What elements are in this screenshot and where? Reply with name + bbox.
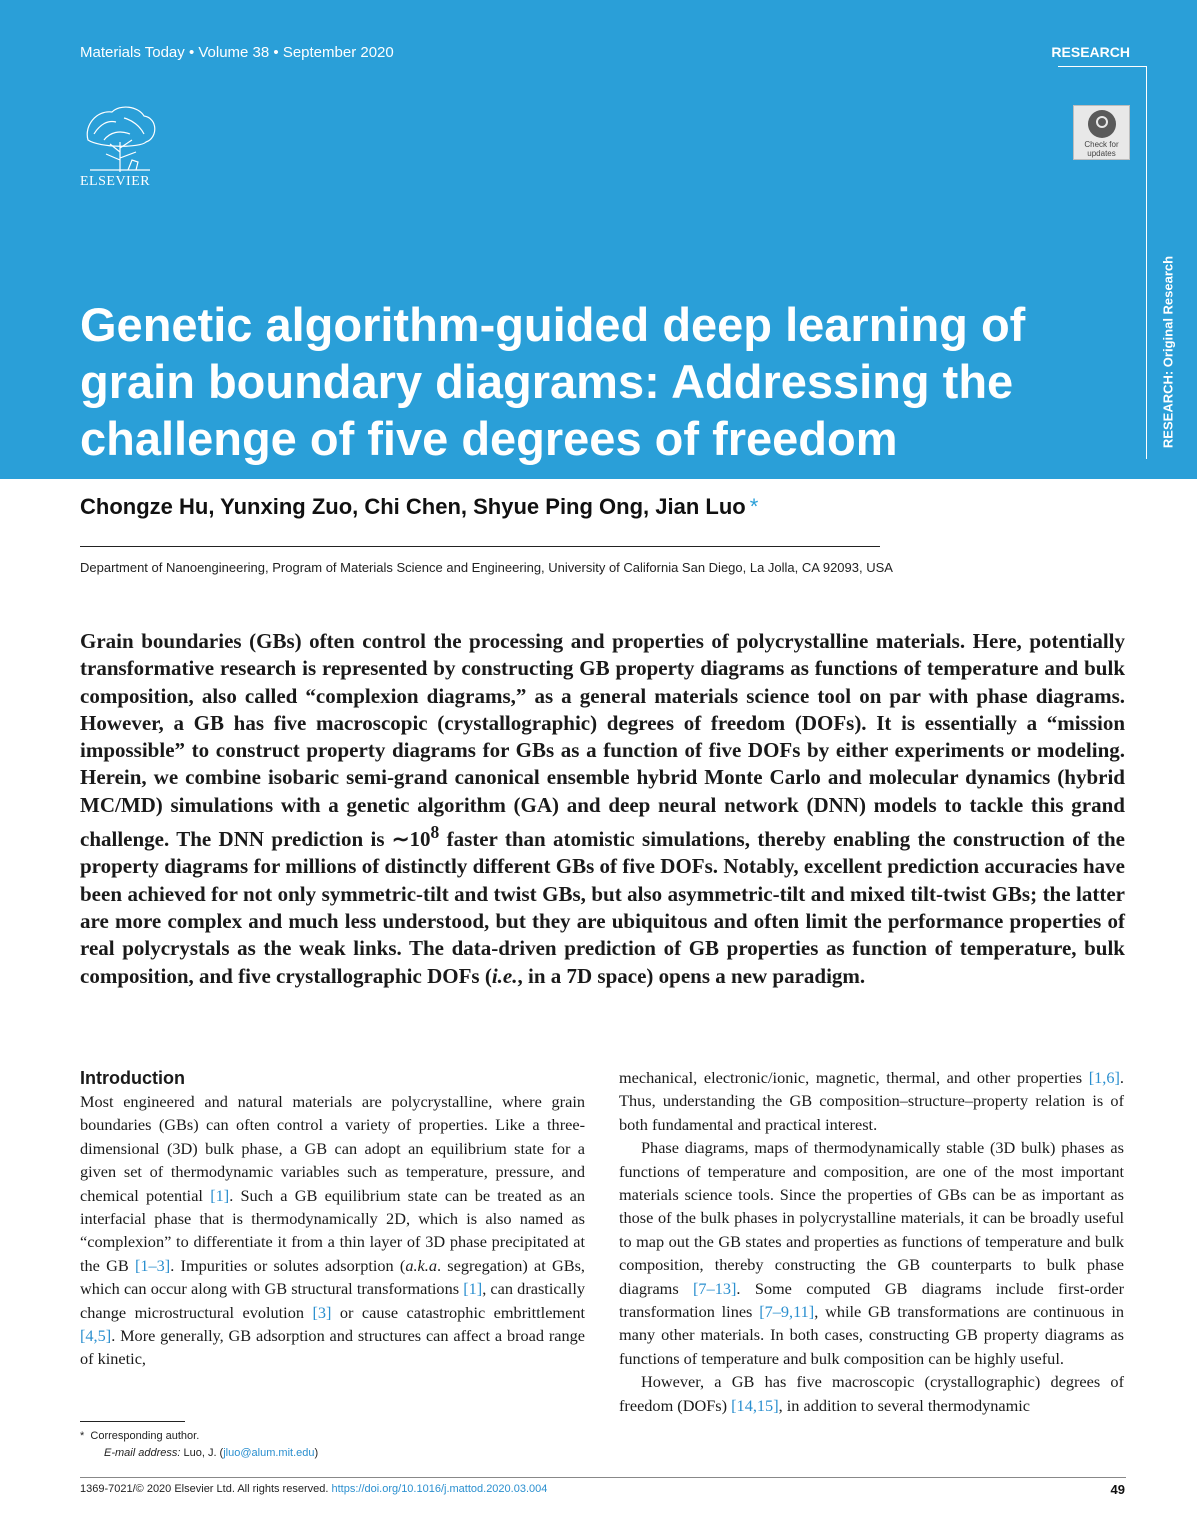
introduction-heading: Introduction <box>80 1068 185 1088</box>
check-updates-label: Check for updates <box>1084 140 1119 158</box>
frame-side-rule <box>1146 66 1147 459</box>
page-number: 49 <box>1110 1482 1125 1497</box>
side-section-label: RESEARCH: Original Research <box>1160 255 1176 449</box>
citation-link[interactable]: [1–3] <box>134 1255 171 1275</box>
author-list <box>80 494 758 520</box>
column-right <box>619 1066 1124 1417</box>
section-label: RESEARCH <box>1051 44 1130 60</box>
intro-paragraph-1: Most engineered and natural materials are polycrystalline, where grain boundaries (GBs) can often control a variety of properties. Like a three-dimensional (3D) bulk phase, a GB can adopt an equilibrium state for a given set of thermodynamic variables such as temperature, pressure, and chemical potential [1]. Such a GB equilibrium state can be treated as an interfacial phase that is thermodynamically 2D, which is also named as “complexion” to differentiate it from a thin layer of 3D phase precipitated at the GB [1–3]. Impurities or solutes adsorption (a.k.a. segregation) at GBs, which can occur along with GB structural transformations [1], can drastically change microstructural evolution [3] or cause catastrophic embrittlement [4,5]. More generally, GB adsorption and structures can affect a broad range of kinetic, <box>80 1092 585 1369</box>
citation-link[interactable]: [3] <box>312 1302 332 1322</box>
footnote <box>80 1428 580 1462</box>
footnote-divider <box>80 1421 185 1422</box>
corresponding-author-mark[interactable]: * <box>749 494 759 519</box>
citation-link[interactable]: [7–9,11] <box>759 1302 815 1322</box>
footer-divider <box>80 1477 1126 1478</box>
check-for-updates-badge[interactable] <box>1073 105 1130 160</box>
citation-link[interactable]: [4,5] <box>80 1326 112 1346</box>
corresponding-note: * Corresponding author. <box>80 1430 200 1442</box>
citation-link[interactable]: [7–13] <box>693 1278 737 1298</box>
citation-link[interactable]: [14,15] <box>731 1395 779 1415</box>
intro-paragraph-1-cont: mechanical, electronic/ionic, magnetic, thermal, and other properties [1,6]. Thus, understanding the GB composition–structure–property relation is of both fundamental and practical interest. <box>619 1068 1124 1134</box>
citation-link[interactable]: [1] <box>463 1279 483 1299</box>
update-check-icon <box>1088 110 1116 138</box>
copyright-line: 1369-7021/© 2020 Elsevier Ltd. All rights reserved. https://doi.org/10.1016/j.mattod.2020.03.004 <box>80 1483 548 1495</box>
elsevier-logo <box>80 104 162 190</box>
authors-text: Chongze Hu, Yunxing Zuo, Chi Chen, Shyue Ping Ong, Jian Luo <box>80 494 746 519</box>
citation-link[interactable]: [1,6] <box>1088 1068 1120 1087</box>
article-title: Genetic algorithm-guided deep learning of grain boundary diagrams: Addressing the challenge of five degrees of freedom <box>80 298 1026 465</box>
affiliation: Department of Nanoengineering, Program of Materials Science and Engineering, University of California San Diego, La Jolla, CA 92093, USA <box>80 560 893 575</box>
intro-paragraph-3: However, a GB has five macroscopic (crystallographic) degrees of freedom (DOFs) [14,15], in addition to several thermodynamic <box>619 1372 1124 1415</box>
journal-info: Materials Today • Volume 38 • September 2020 <box>80 44 394 61</box>
frame-top-rule <box>1058 66 1147 67</box>
affiliation-divider <box>80 546 880 547</box>
tree-icon <box>80 104 160 174</box>
citation-link[interactable]: [1] <box>210 1185 230 1205</box>
column-left <box>80 1066 585 1371</box>
doi-link[interactable]: https://doi.org/10.1016/j.mattod.2020.03.004 <box>331 1483 548 1495</box>
abstract-lead: Grain boundaries (GBs) often control the processing and properties of polycrystalline materials. Here, potentially transformative research is represented by constructing GB property diagrams as functions of temperature and bulk composition, also called “complexion diagrams,” as a general materials science tool on par with phase diagrams. However, a GB has five macroscopic (crystallographic) degrees of freedom (DOFs). It is essentially a “mission impossible” to construct property diagrams for GBs as a function of five DOFs by either experiments or modeling. Herein, we combine isobaric semi-grand canonical ensemble hybrid Monte Carlo and molecular dynamics (hybrid MC/MD) simulations with a genetic algorithm (GA) and deep neural network (DNN) models to tackle this grand challenge. The DNN prediction is $\sim 10^8$ faster than atomistic simulations, thereby enabling the construction of the property diagrams for millions of distinctly different GBs of five DOFs. Notably, excellent prediction accuracies have been achieved for not only symmetric-tilt and twist GBs, but also asymmetric-tilt and mixed tilt-twist GBs; the latter are more complex and much less understood, but they are ubiquitous and often limit the performance properties of real polycrystals as the weak links. The data-driven prediction of GB properties as function of temperature, bulk composition, and five crystallographic DOFs (i.e., in a 7D space) opens a new paradigm. <box>80 629 1125 988</box>
email-note: E-mail address: Luo, J. (jluo@alum.mit.edu) <box>104 1447 319 1459</box>
email-link[interactable]: jluo@alum.mit.edu <box>223 1447 315 1459</box>
abstract <box>80 628 1125 990</box>
intro-paragraph-2: Phase diagrams, maps of thermodynamically stable (3D bulk) phases as functions of temperature and composition, are one of the most important materials science tools. Since the properties of GBs can be as important as those of the bulk phases in polycrystalline materials, it can be broadly useful to map out the GB states and properties as functions of temperature and bulk composition, thereby constructing the GB counterparts to bulk phase diagrams [7–13]. Some computed GB diagrams include first-order transformation lines [7–9,11], while GB transformations are continuous in many other materials. In both cases, constructing GB property diagrams as functions of temperature and bulk composition can be highly useful. <box>619 1138 1125 1368</box>
publisher-name: ELSEVIER <box>80 174 151 189</box>
